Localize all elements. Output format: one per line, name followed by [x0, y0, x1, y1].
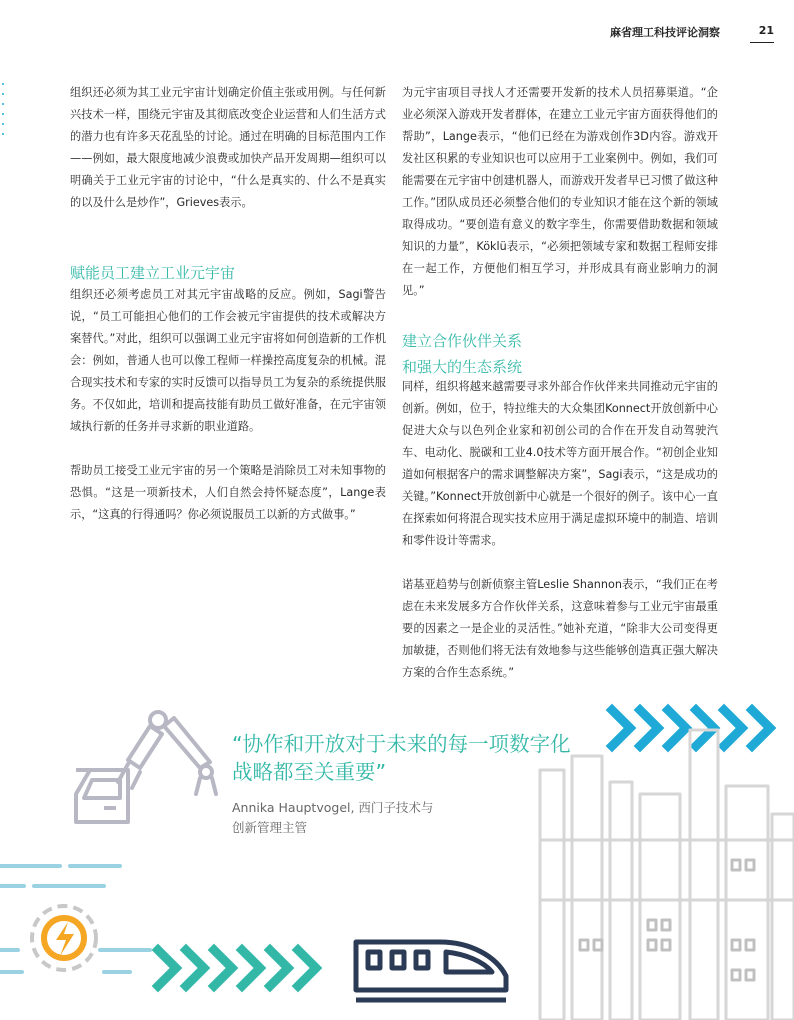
- section-heading-line-2: 和强大的生态系统: [402, 358, 523, 376]
- left-paragraph-2: 帮助员工接受工业元宇宙的另一个策略是消除员工对未知事物的恐惧。“这是一项新技术，人们自然会持怀疑态度”，Lange表示，“这真的行得通吗？你必须说服员工以新的方式做事。”: [70, 464, 386, 521]
- section-heading-partnerships: [402, 330, 522, 382]
- right-column: [402, 82, 718, 324]
- left-paragraph-1: 组织还必须考虑员工对其元宇宙战略的反应。例如，Sagi警告说，“员工可能担心他们的工作会被元宇宙提供的技术或解决方案替代。”对此，组织可以强调工业元宇宙将如何创造新的工作机会：例如，普通人也可以像工程师一样操控高度复杂的机械。混合现实技术和专家的实时反馈可以指导员工为复杂的系统提供服务。不仅如此，培训和提高技能有助员工做好准备，在元宇宙领域执行新的任务并寻求新的职业道路。: [70, 288, 386, 433]
- publication-title: 麻省理工科技评论洞察: [610, 26, 720, 39]
- right-intro-paragraph: 为元宇宙项目寻找人才还需要开发新的技术人员招募渠道。“企业必须深入游戏开发者群体，在建立工业元宇宙方面获得他们的帮助”，Lange表示，“他们已经在为游戏创作3D内容。游戏开发社区积累的专业知识也可以应用于工业案例中。例如，我们可能需要在元宇宙中创建机器人，而游戏开发者早已习惯了做这种工作。”团队成员还必须整合他们的专业知识才能在这个新的领域取得成功。“要创造有意义的数字孪生，你需要借助数据和领域知识的力量”，Köklü表示，“必须把领域专家和数据工程师安排在一起工作，方便他们相互学习，并形成具有商业影响力的洞见。”: [402, 86, 718, 297]
- page-number-rule: [750, 42, 774, 43]
- robot-arm-icon: [118, 712, 216, 794]
- right-section-body: [402, 376, 718, 706]
- factory-icon: [540, 730, 794, 1020]
- pull-quote-attribution-line-2: 创新管理主管: [232, 820, 308, 835]
- page-number: 21: [758, 24, 774, 37]
- left-intro-paragraph: 组织还必须为其工业元宇宙计划确定价值主张或用例。与任何新兴技术一样，围绕元宇宙及其彻底改变企业运营和人们生活方式的潜力也有许多天花乱坠的讨论。通过在明确的目标范围内工作——例如，最大限度地减少浪费或加快产品开发周期—组织可以明确关于工业元宇宙的讨论中，“什么是真实的、什么不是真实的以及什么是炒作”，Grieves表示。: [70, 86, 386, 209]
- pull-quote-attribution-line-1: Annika Hauptvogel, 西门子技术与: [232, 800, 434, 815]
- dotted-edge-decoration: [0, 80, 10, 140]
- train-icon: [356, 942, 506, 1000]
- right-paragraph-1: 同样，组织将越来越需要寻求外部合作伙伴来共同推动元宇宙的创新。例如，位于，特拉维夫的大众集团Konnect开放创新中心促进大众与以色列企业家和初创公司的合作在开发自动驾驶汽车、电动化、脱碳和工业4.0技术等方面开展合作。“初创企业知道如何根据客户的需求调整解决方案”，Sagi表示，“这是成功的关键。”Konnect开放创新中心就是一个很好的例子。该中心一直在探索如何将混合现实技术应用于满足虚拟环境中的制造、培训和零件设计等需求。: [402, 380, 718, 547]
- section-heading-line-1: 建立合作伙伴关系: [402, 332, 523, 350]
- pull-quote: [232, 730, 572, 838]
- section-heading-empower-employees: 赋能员工建立工业元宇宙: [70, 264, 236, 282]
- pull-quote-text: “协作和开放对于未来的每一项数字化战略都至关重要”: [232, 732, 571, 784]
- bottom-chevron-arrows-icon: [158, 950, 316, 986]
- left-column: [70, 82, 386, 236]
- left-section-body: [70, 284, 386, 548]
- lightning-bolt-icon: [32, 906, 96, 970]
- right-paragraph-2: 诺基亚趋势与创新侦察主管Leslie Shannon表示，“我们正在考虑在未来发展多方合作伙伴关系，这意味着参与工业元宇宙最重要的因素之一是企业的灵活性。”她补充道，“除非大公司变得更加敏捷，否则他们将无法有效地参与这些能够创造真正强大解决方案的合作生态系统。”: [402, 578, 718, 679]
